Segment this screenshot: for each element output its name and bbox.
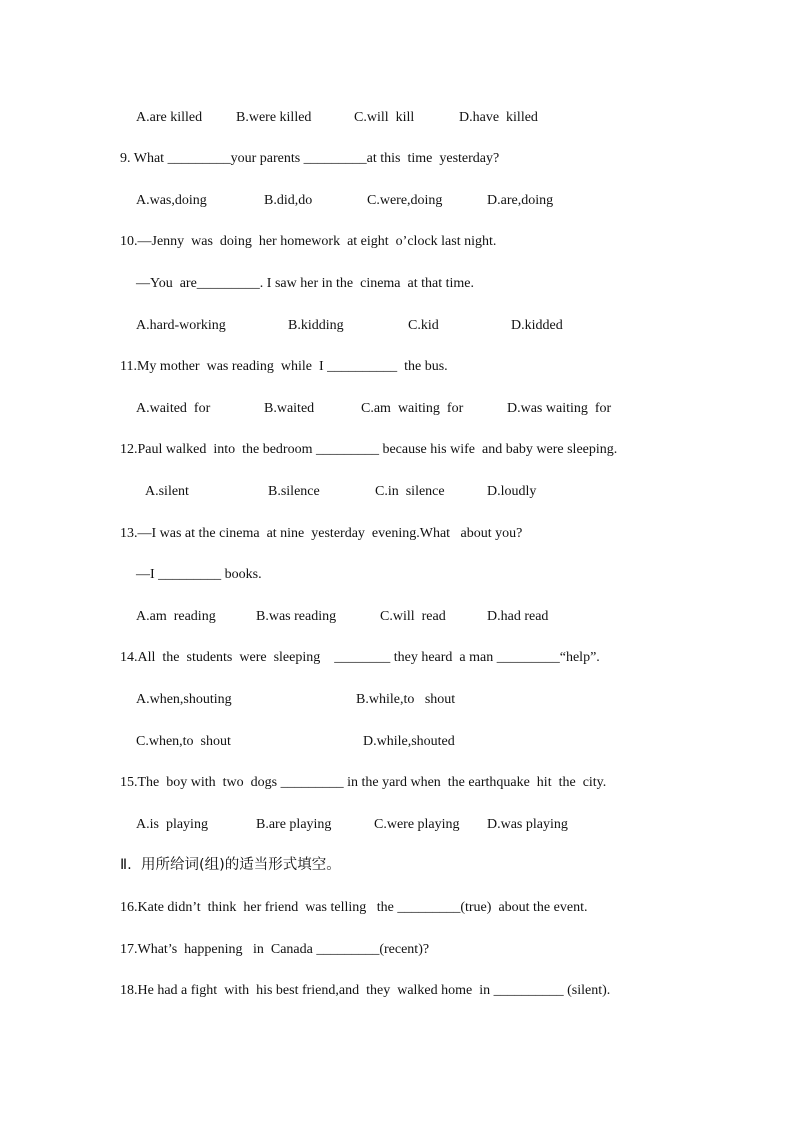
q9-option-b: B.did,do xyxy=(264,193,313,208)
q10-stem-reply: —You are_________. I saw her in the cinema at that time. xyxy=(136,276,475,291)
q12-option-b: B.silence xyxy=(268,484,320,499)
q11-option-a: A.waited for xyxy=(136,401,211,416)
q13-option-a: A.am reading xyxy=(136,609,216,624)
q12-option-a: A.silent xyxy=(145,484,189,499)
q9-option-a: A.was,doing xyxy=(136,193,207,208)
q13-option-c: C.will read xyxy=(380,609,446,624)
q12-option-c: C.in silence xyxy=(375,484,445,499)
q15-option-d: D.was playing xyxy=(487,817,568,832)
q8-option-a: A.are killed xyxy=(136,110,203,125)
q13-option-d: D.had read xyxy=(487,609,549,624)
q14-option-a: A.when,shouting xyxy=(136,692,232,707)
q10-option-b: B.kidding xyxy=(288,318,344,333)
q14-stem: 14.All the students were sleeping ________ they heard a man _________“help”. xyxy=(120,650,600,665)
q10-option-a: A.hard-working xyxy=(136,318,226,333)
q14-option-b: B.while,to shout xyxy=(356,692,456,707)
q13-option-b: B.was reading xyxy=(256,609,337,624)
q10-option-d: D.kidded xyxy=(511,318,563,333)
q14-option-d: D.while,shouted xyxy=(363,734,455,749)
q18-stem: 18.He had a fight with his best friend,and they walked home in __________ (silent). xyxy=(120,983,611,998)
q11-stem: 11.My mother was reading while I __________ the bus. xyxy=(120,359,448,374)
q8-option-c: C.will kill xyxy=(354,110,415,125)
q15-option-c: C.were playing xyxy=(374,817,460,832)
q8-option-d: D.have killed xyxy=(459,110,538,125)
q15-option-b: B.are playing xyxy=(256,817,332,832)
q9-option-c: C.were,doing xyxy=(367,193,443,208)
section-2-heading: Ⅱ. 用所给词(组)的适当形式填空。 xyxy=(120,857,341,873)
q16-stem: 16.Kate didn’t think her friend was telling the _________(true) about the event. xyxy=(120,900,588,915)
q13-stem: 13.—I was at the cinema at nine yesterday evening.What about you? xyxy=(120,526,523,541)
q13-stem-reply: —I _________ books. xyxy=(136,567,262,582)
q11-option-c: C.am waiting for xyxy=(361,401,464,416)
q12-option-d: D.loudly xyxy=(487,484,537,499)
q9-option-d: D.are,doing xyxy=(487,193,554,208)
q12-stem: 12.Paul walked into the bedroom _________ because his wife and baby were sleeping. xyxy=(120,442,618,457)
q17-stem: 17.What’s happening in Canada _________(recent)? xyxy=(120,942,430,957)
q15-stem: 15.The boy with two dogs _________ in the yard when the earthquake hit the city. xyxy=(120,775,607,790)
q11-option-d: D.was waiting for xyxy=(507,401,612,416)
q10-stem: 10.—Jenny was doing her homework at eight o’clock last night. xyxy=(120,234,497,249)
q9-stem: 9. What _________your parents _________at this time yesterday? xyxy=(120,151,500,166)
q11-option-b: B.waited xyxy=(264,401,315,416)
q15-option-a: A.is playing xyxy=(136,817,208,832)
q8-option-b: B.were killed xyxy=(236,110,312,125)
q10-option-c: C.kid xyxy=(408,318,439,333)
q14-option-c: C.when,to shout xyxy=(136,734,231,749)
